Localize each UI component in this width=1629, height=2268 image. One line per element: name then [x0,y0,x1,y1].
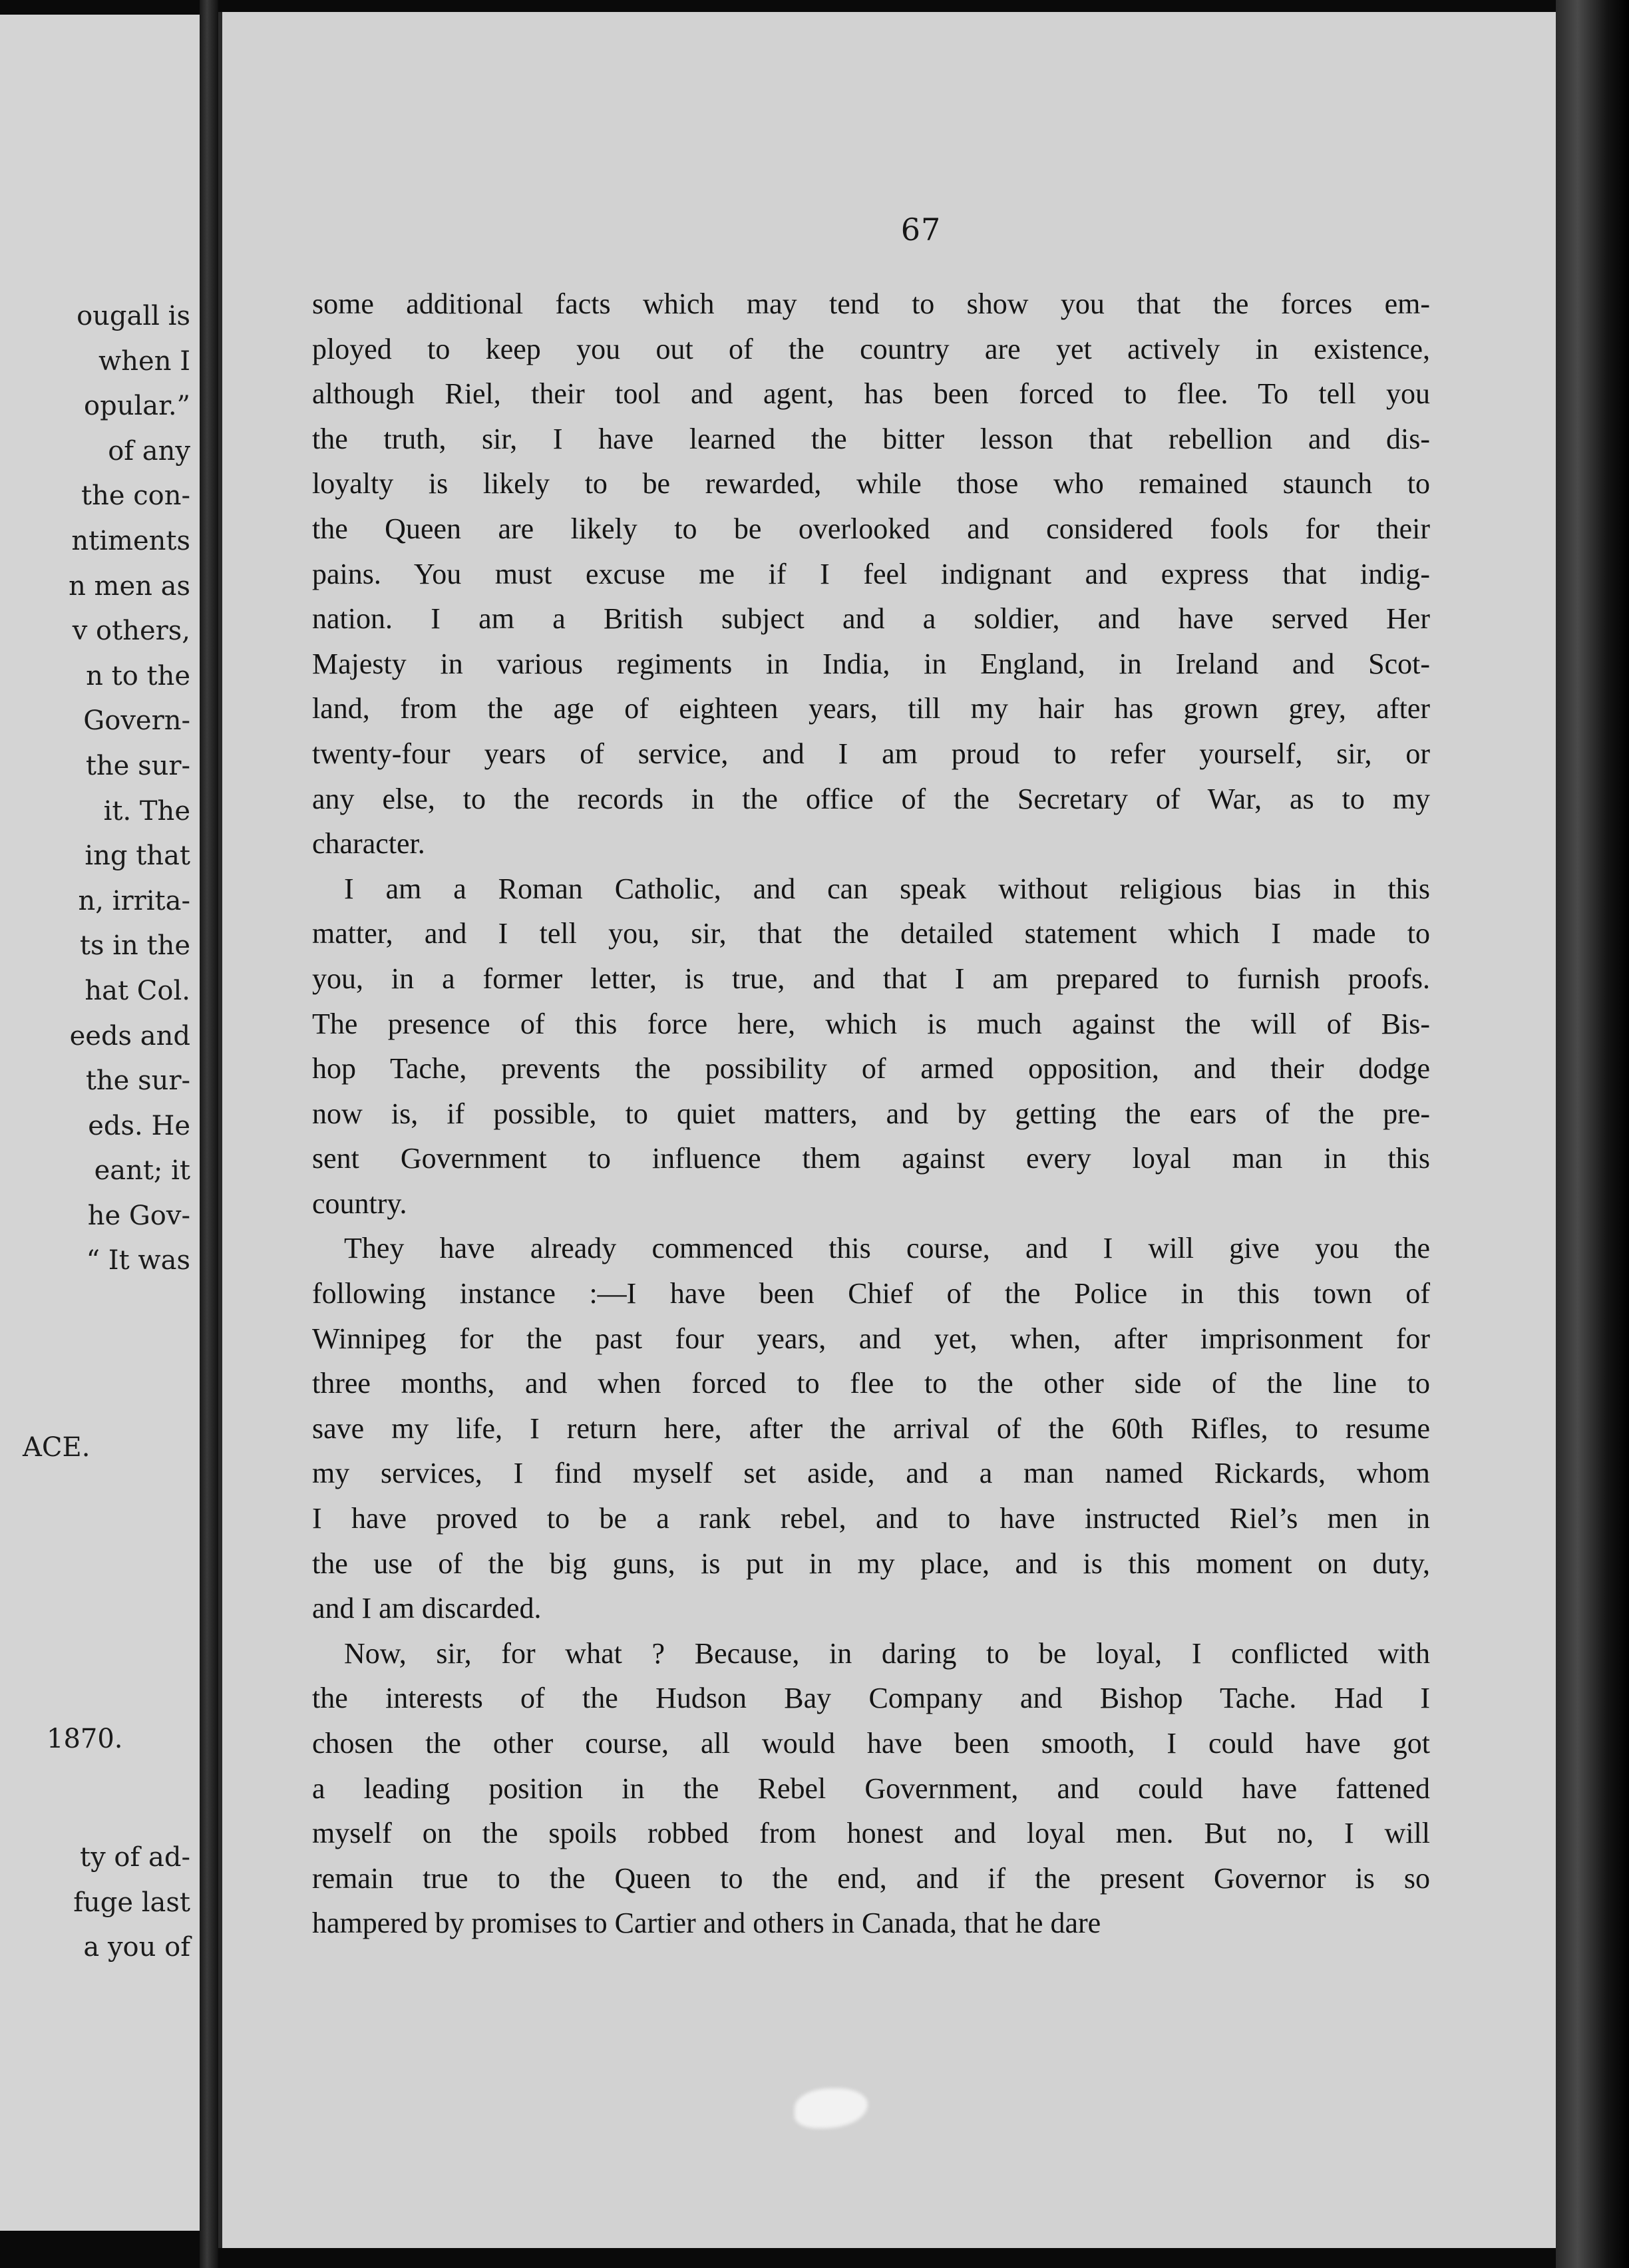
paragraph [312,1631,1430,1946]
page-edge-shadow [1556,0,1629,2268]
text-line: the truth, sir, I have learned the bitter lesson that rebellion and dis- [312,422,1430,455]
previous-page-line: the sur- [85,750,190,781]
previous-page-tail-line: fuge last [73,1887,190,1918]
text-line: ployed to keep you out of the country are yet actively in existence, [312,332,1430,365]
previous-page-line: n men as [69,570,190,602]
paragraph [312,282,1430,866]
text-line: sent Government to influence them against every loyal man in this [312,1142,1430,1175]
ink-blot [795,2088,868,2128]
text-line: hop Tache, prevents the possibility of armed opposition, and their dodge [312,1052,1430,1085]
text-line: any else, to the records in the office of the Secretary of War, as to my [312,782,1430,815]
previous-page-line: n, irrita- [78,885,190,916]
text-line: myself on the spoils robbed from honest and loyal men. But no, I will [312,1817,1430,1850]
text-line: now is, if possible, to quiet matters, and by getting the ears of the pre- [312,1097,1430,1130]
text-line: a leading position in the Rebel Government, and could have fattened [312,1772,1430,1805]
text-line: although Riel, their tool and agent, has been forced to flee. To tell you [312,377,1430,411]
text-line: my services, I find myself set aside, and a man named Rickards, whom [312,1457,1430,1490]
previous-page-tail-line: a you of [83,1932,190,1963]
previous-page-line: of any [108,435,190,467]
text-line: loyalty is likely to be rewarded, while those who remained staunch to [312,467,1430,500]
paragraph [312,866,1430,1227]
previous-page-line: ts in the [79,930,190,962]
book-gutter [200,0,218,2268]
text-line: Majesty in various regiments in India, in England, in Ireland and Scot- [312,647,1430,680]
text-line: character. [312,827,425,860]
text-line: following instance :—I have been Chief of the Police in this town of [312,1277,1430,1310]
text-line: pains. You must excuse me if I feel indignant and express that indig- [312,557,1430,590]
paragraph [312,1226,1430,1630]
text-line: hampered by promises to Cartier and others in Canada, that he dare [312,1907,1101,1940]
text-line: the Queen are likely to be overlooked and considered fools for their [312,512,1430,545]
page-number: 67 [900,212,942,248]
text-line: I am a Roman Catholic, and can speak without religious bias in this [344,872,1430,905]
book-page [218,12,1560,2248]
previous-page-line: it. The [103,795,190,827]
previous-page-line: hat Col. [85,975,190,1006]
previous-page-tail-lines [0,1835,200,1971]
text-line: nation. I am a British subject and a soldier, and have served Her [312,602,1430,636]
previous-page-line: the con- [81,480,190,512]
text-line: country. [312,1187,407,1220]
previous-page-line: opular.” [84,391,190,422]
text-line: and I am discarded. [312,1592,542,1625]
previous-page-lines [0,294,200,1284]
previous-page-year: 1870. [47,1724,123,1754]
text-line: land, from the age of eighteen years, till my hair has grown grey, after [312,692,1430,725]
text-line: Winnipeg for the past four years, and yet, when, after imprisonment for [312,1322,1430,1355]
previous-page-heading: ACE. [23,1432,90,1463]
text-line: Now, sir, for what ? Because, in daring to be loyal, I conflicted with [344,1636,1430,1670]
previous-page-line: when I [98,345,190,377]
previous-page-tail-line: ty of ad- [80,1842,190,1873]
previous-page-line: the sur- [85,1065,190,1097]
previous-page-line: ing that [85,841,190,872]
text-line: matter, and I tell you, sir, that the detailed statement which I made to [312,917,1430,950]
previous-page-line: he Gov- [87,1200,190,1231]
page-body-text [312,282,1430,1946]
text-line: the use of the big guns, is put in my place, and is this moment on duty, [312,1547,1430,1580]
previous-page-line: ntiments [71,525,190,556]
text-line: the interests of the Hudson Bay Company and Bishop Tache. Had I [312,1682,1430,1715]
text-line: chosen the other course, all would have been smooth, I could have got [312,1727,1430,1760]
text-line: twenty-four years of service, and I am proud to refer yourself, sir, or [312,737,1430,770]
text-line: They have already commenced this course, and I will give you the [344,1232,1430,1265]
text-line: save my life, I return here, after the arrival of the 60th Rifles, to resume [312,1412,1430,1445]
previous-page-line: eeds and [69,1020,190,1051]
text-line: The presence of this force here, which is much against the will of Bis- [312,1007,1430,1040]
text-line: I have proved to be a rank rebel, and to have instructed Riel’s men in [312,1502,1430,1535]
previous-page-line: n to the [86,660,190,691]
previous-page-line: eds. He [88,1110,190,1141]
previous-page-line: “ It was [86,1245,190,1276]
previous-page-line: eant; it [94,1155,190,1187]
text-line: you, in a former letter, is true, and that I am prepared to furnish proofs. [312,962,1430,995]
previous-page-fragment [0,15,200,2231]
previous-page-line: Govern- [83,705,190,737]
previous-page-line: ougall is [77,301,190,331]
text-line: remain true to the Queen to the end, and if the present Governor is so [312,1861,1430,1895]
text-line: some additional facts which may tend to show you that the forces em- [312,287,1430,320]
text-line: three months, and when forced to flee to the other side of the line to [312,1367,1430,1400]
previous-page-line: v others, [72,616,190,647]
